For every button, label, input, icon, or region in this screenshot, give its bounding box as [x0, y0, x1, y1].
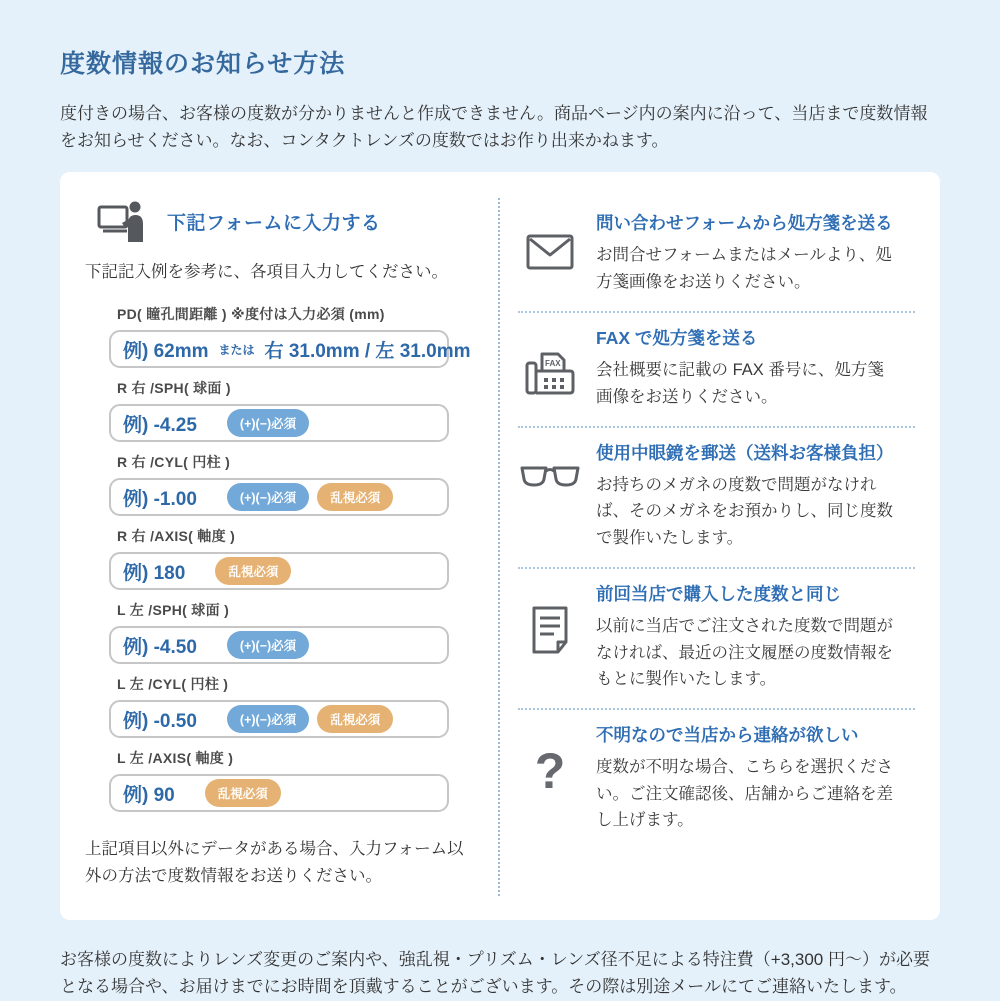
method-item: [518, 569, 915, 710]
example-fields: [85, 304, 471, 812]
field-label: PD( 瞳孔間距離 ) ※度付は入力必須 (mm): [117, 306, 385, 323]
method-body: お持ちのメガネの度数で問題がなければ、そのメガネをお預かりし、同じ度数で製作いたします。: [596, 475, 893, 547]
field-label: L 左 /SPH( 球面 ): [117, 602, 230, 619]
badge-list: [205, 779, 281, 807]
field-example-value: 例) -1.00: [123, 488, 197, 510]
field-label: L 左 /AXIS( 軸度 ): [117, 750, 234, 767]
intro-text: 度付きの場合、お客様の度数が分かりませんと作成できません。商品ページ内の案内に沿って、当店まで度数情報をお知らせください。なお、コンタクトレンズの度数ではお作り出来かねます。: [60, 104, 928, 151]
page-title: 度数情報のお知らせ方法: [60, 50, 346, 78]
required-badge: (+)(−)必須: [227, 631, 309, 659]
badge-list: [227, 483, 393, 511]
field-example-value: 例) 90: [123, 784, 175, 806]
field-group: [109, 600, 468, 664]
method-title: FAX で処方箋を送る: [596, 328, 758, 349]
field-group: [109, 452, 468, 516]
method-body: 以前に当店でご注文された度数で問題がなければ、最近の注文履歴の度数情報をもとに製作いたします。: [596, 617, 893, 688]
field-label: R 右 /CYL( 円柱 ): [117, 454, 231, 471]
required-badge: (+)(−)必須: [227, 409, 309, 437]
form-note: 上記項目以外にデータがある場合、入力フォーム以外の方法で度数情報をお送りください。: [85, 840, 464, 886]
prescription-example-field: [109, 774, 449, 812]
form-example-column: [60, 198, 500, 895]
field-example-value-2: 右 31.0mm / 左 31.0mm: [264, 340, 471, 362]
method-item: [518, 710, 915, 849]
field-example-value: 例) -0.50: [123, 710, 197, 732]
svg-text:FAX: FAX: [545, 359, 561, 369]
field-example-value: 例) 62mm: [123, 340, 209, 362]
required-badge: 乱視必須: [215, 557, 291, 585]
badge-list: [227, 705, 393, 733]
field-example-value: 例) 180: [123, 562, 186, 584]
field-example-connector: または: [218, 342, 255, 357]
document-icon: [529, 605, 571, 655]
prescription-example-field: [109, 478, 449, 516]
prescription-example-field: [109, 700, 449, 738]
form-subtitle: 下記記入例を参考に、各項目入力してください。: [85, 263, 448, 282]
required-badge: (+)(−)必須: [227, 705, 309, 733]
required-badge: (+)(−)必須: [227, 483, 309, 511]
badge-list: [215, 557, 291, 585]
field-label: L 左 /CYL( 円柱 ): [117, 676, 229, 693]
prescription-example-field: [109, 330, 471, 368]
prescription-example-field: [109, 552, 449, 590]
field-example-value: 例) -4.50: [123, 636, 197, 658]
field-group: [109, 526, 468, 590]
form-section-header: [97, 200, 468, 242]
badge-list: [227, 631, 309, 659]
field-label: R 右 /AXIS( 軸度 ): [117, 528, 236, 545]
presenter-at-monitor-icon: [97, 200, 149, 242]
fax-icon: [524, 349, 576, 397]
question-mark-icon: ?: [534, 743, 566, 800]
prescription-example-field: [109, 626, 449, 664]
method-item: [518, 428, 915, 569]
field-group: [109, 378, 468, 442]
badge-list: [227, 409, 309, 437]
method-title: 不明なので当店から連絡が欲しい: [596, 725, 859, 746]
method-title: 使用中眼鏡を郵送（送料お客様負担）: [596, 442, 894, 463]
method-item: [518, 198, 915, 313]
field-label: R 右 /SPH( 球面 ): [117, 380, 231, 397]
mail-icon: [526, 234, 574, 270]
form-section-title: 下記フォームに入力する: [167, 212, 381, 234]
footer-note: お客様の度数によりレンズ変更のご案内や、強乱視・プリズム・レンズ径不足による特注費（+3,300 円〜）が必要となる場合や、お届けまでにお時間を頂戴することがございます。その際は別途メールにてご連絡いたします。: [60, 949, 930, 997]
field-group: [109, 748, 468, 812]
method-title: 問い合わせフォームから処方箋を送る: [596, 213, 893, 234]
required-badge: 乱視必須: [317, 705, 393, 733]
field-example-value: 例) -4.25: [123, 414, 197, 436]
methods-card: [60, 172, 940, 919]
field-group: [109, 304, 471, 368]
required-badge: 乱視必須: [317, 483, 393, 511]
glasses-icon: [520, 464, 580, 490]
alt-methods-column: [500, 198, 940, 895]
prescription-example-field: [109, 404, 449, 442]
field-group: [109, 674, 468, 738]
method-body: お問合せフォームまたはメールより、処方箋画像をお送りください。: [596, 246, 892, 291]
method-item: [518, 313, 915, 428]
method-body: 度数が不明な場合、こちらを選択ください。ご注文確認後、店舗からご連絡を差し上げます。: [596, 758, 893, 830]
required-badge: 乱視必須: [205, 779, 281, 807]
method-title: 前回当店で購入した度数と同じ: [596, 584, 841, 605]
method-body: 会社概要に記載の FAX 番号に、処方箋画像をお送りください。: [596, 361, 884, 406]
